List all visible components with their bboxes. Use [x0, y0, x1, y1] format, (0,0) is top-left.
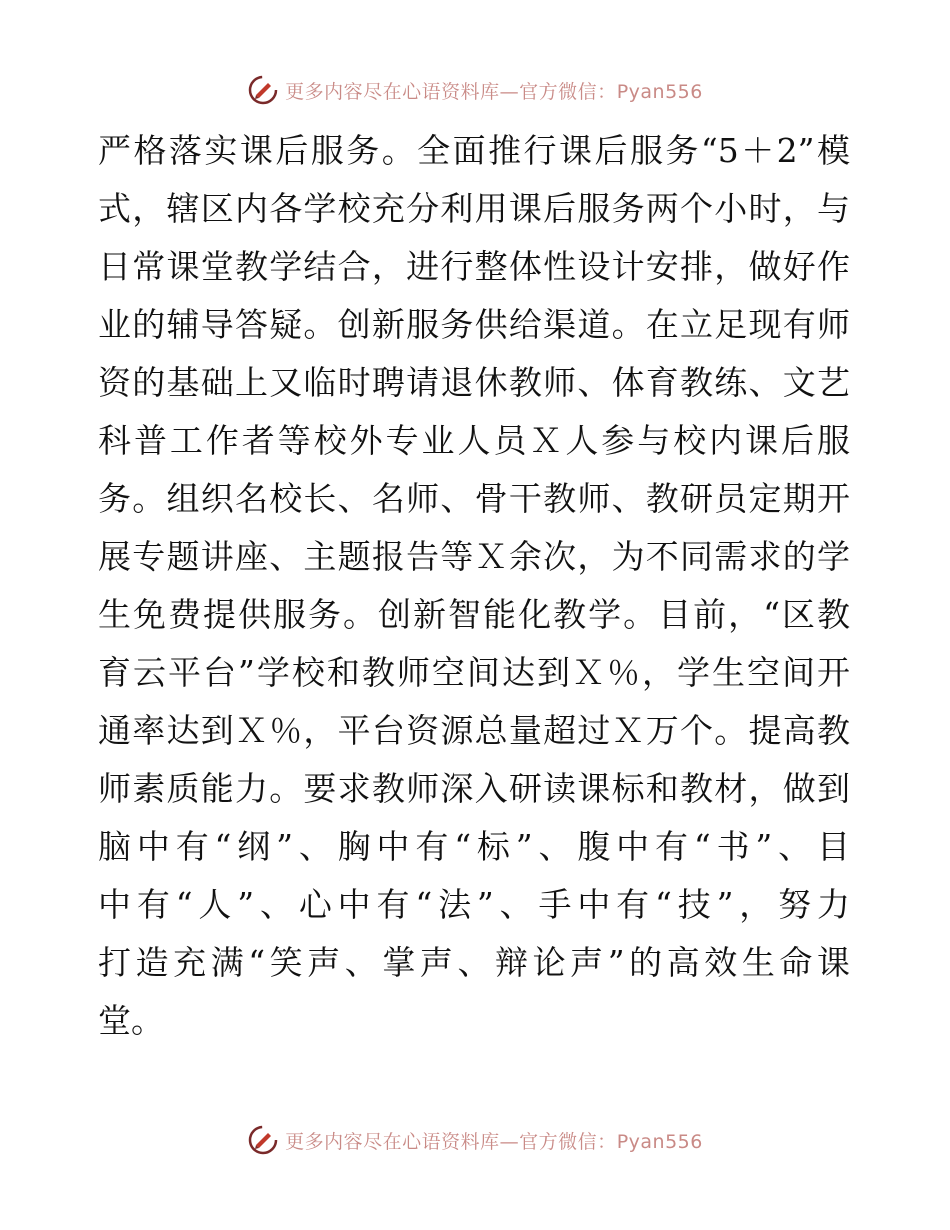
watermark-wechat-id: Pyan556 — [616, 80, 703, 103]
footer-watermark — [0, 1120, 950, 1160]
body-line: 通率达到Ｘ％，平台资源总量超过Ｘ万个。提高教 — [98, 711, 850, 750]
body-line: 业的辅导答疑。创新服务供给渠道。在立足现有师 — [98, 305, 850, 344]
body-line: 师素质能力。要求教师深入研读课标和教材，做到 — [98, 769, 850, 808]
body-line: 严格落实课后服务。全面推行课后服务“5＋2”模 — [98, 131, 850, 170]
watermark-wechat-label: 官方微信： — [519, 80, 617, 103]
body-line: 资的基础上又临时聘请退休教师、体育教练、文艺 — [98, 363, 850, 402]
brand-logo-icon — [247, 1124, 279, 1156]
watermark-main-text: 更多内容尽在心语资料库 — [285, 80, 500, 103]
watermark-wechat-label: 官方微信： — [519, 1130, 617, 1153]
body-line: 脑中有“纲”、胸中有“标”、腹中有“书”、目 — [98, 827, 850, 866]
watermark-dash: — — [499, 80, 520, 103]
body-line: 堂。 — [98, 1001, 164, 1040]
body-line: 打造充满“笑声、掌声、辩论声”的高效生命课 — [98, 943, 850, 982]
body-line: 务。组织名校长、名师、骨干教师、教研员定期开 — [98, 479, 850, 518]
header-watermark — [0, 70, 950, 110]
body-line: 科普工作者等校外专业人员Ｘ人参与校内课后服 — [98, 421, 850, 460]
brand-logo-icon — [247, 74, 279, 106]
watermark-wechat-id: Pyan556 — [616, 1130, 703, 1153]
body-line: 式，辖区内各学校充分利用课后服务两个小时，与 — [98, 189, 850, 228]
body-line: 育云平台”学校和教师空间达到Ｘ％，学生空间开 — [98, 653, 850, 692]
watermark-text — [285, 1127, 703, 1154]
body-line: 展专题讲座、主题报告等Ｘ余次，为不同需求的学 — [98, 537, 850, 576]
body-line: 中有“人”、心中有“法”、手中有“技”，努力 — [98, 885, 850, 924]
watermark-main-text: 更多内容尽在心语资料库 — [285, 1130, 500, 1153]
watermark-text — [285, 77, 703, 104]
body-line: 日常课堂教学结合，进行整体性设计安排，做好作 — [98, 247, 850, 286]
document-body — [98, 122, 850, 1050]
body-line: 生免费提供服务。创新智能化教学。目前，“区教 — [98, 595, 850, 634]
watermark-dash: — — [499, 1130, 520, 1153]
